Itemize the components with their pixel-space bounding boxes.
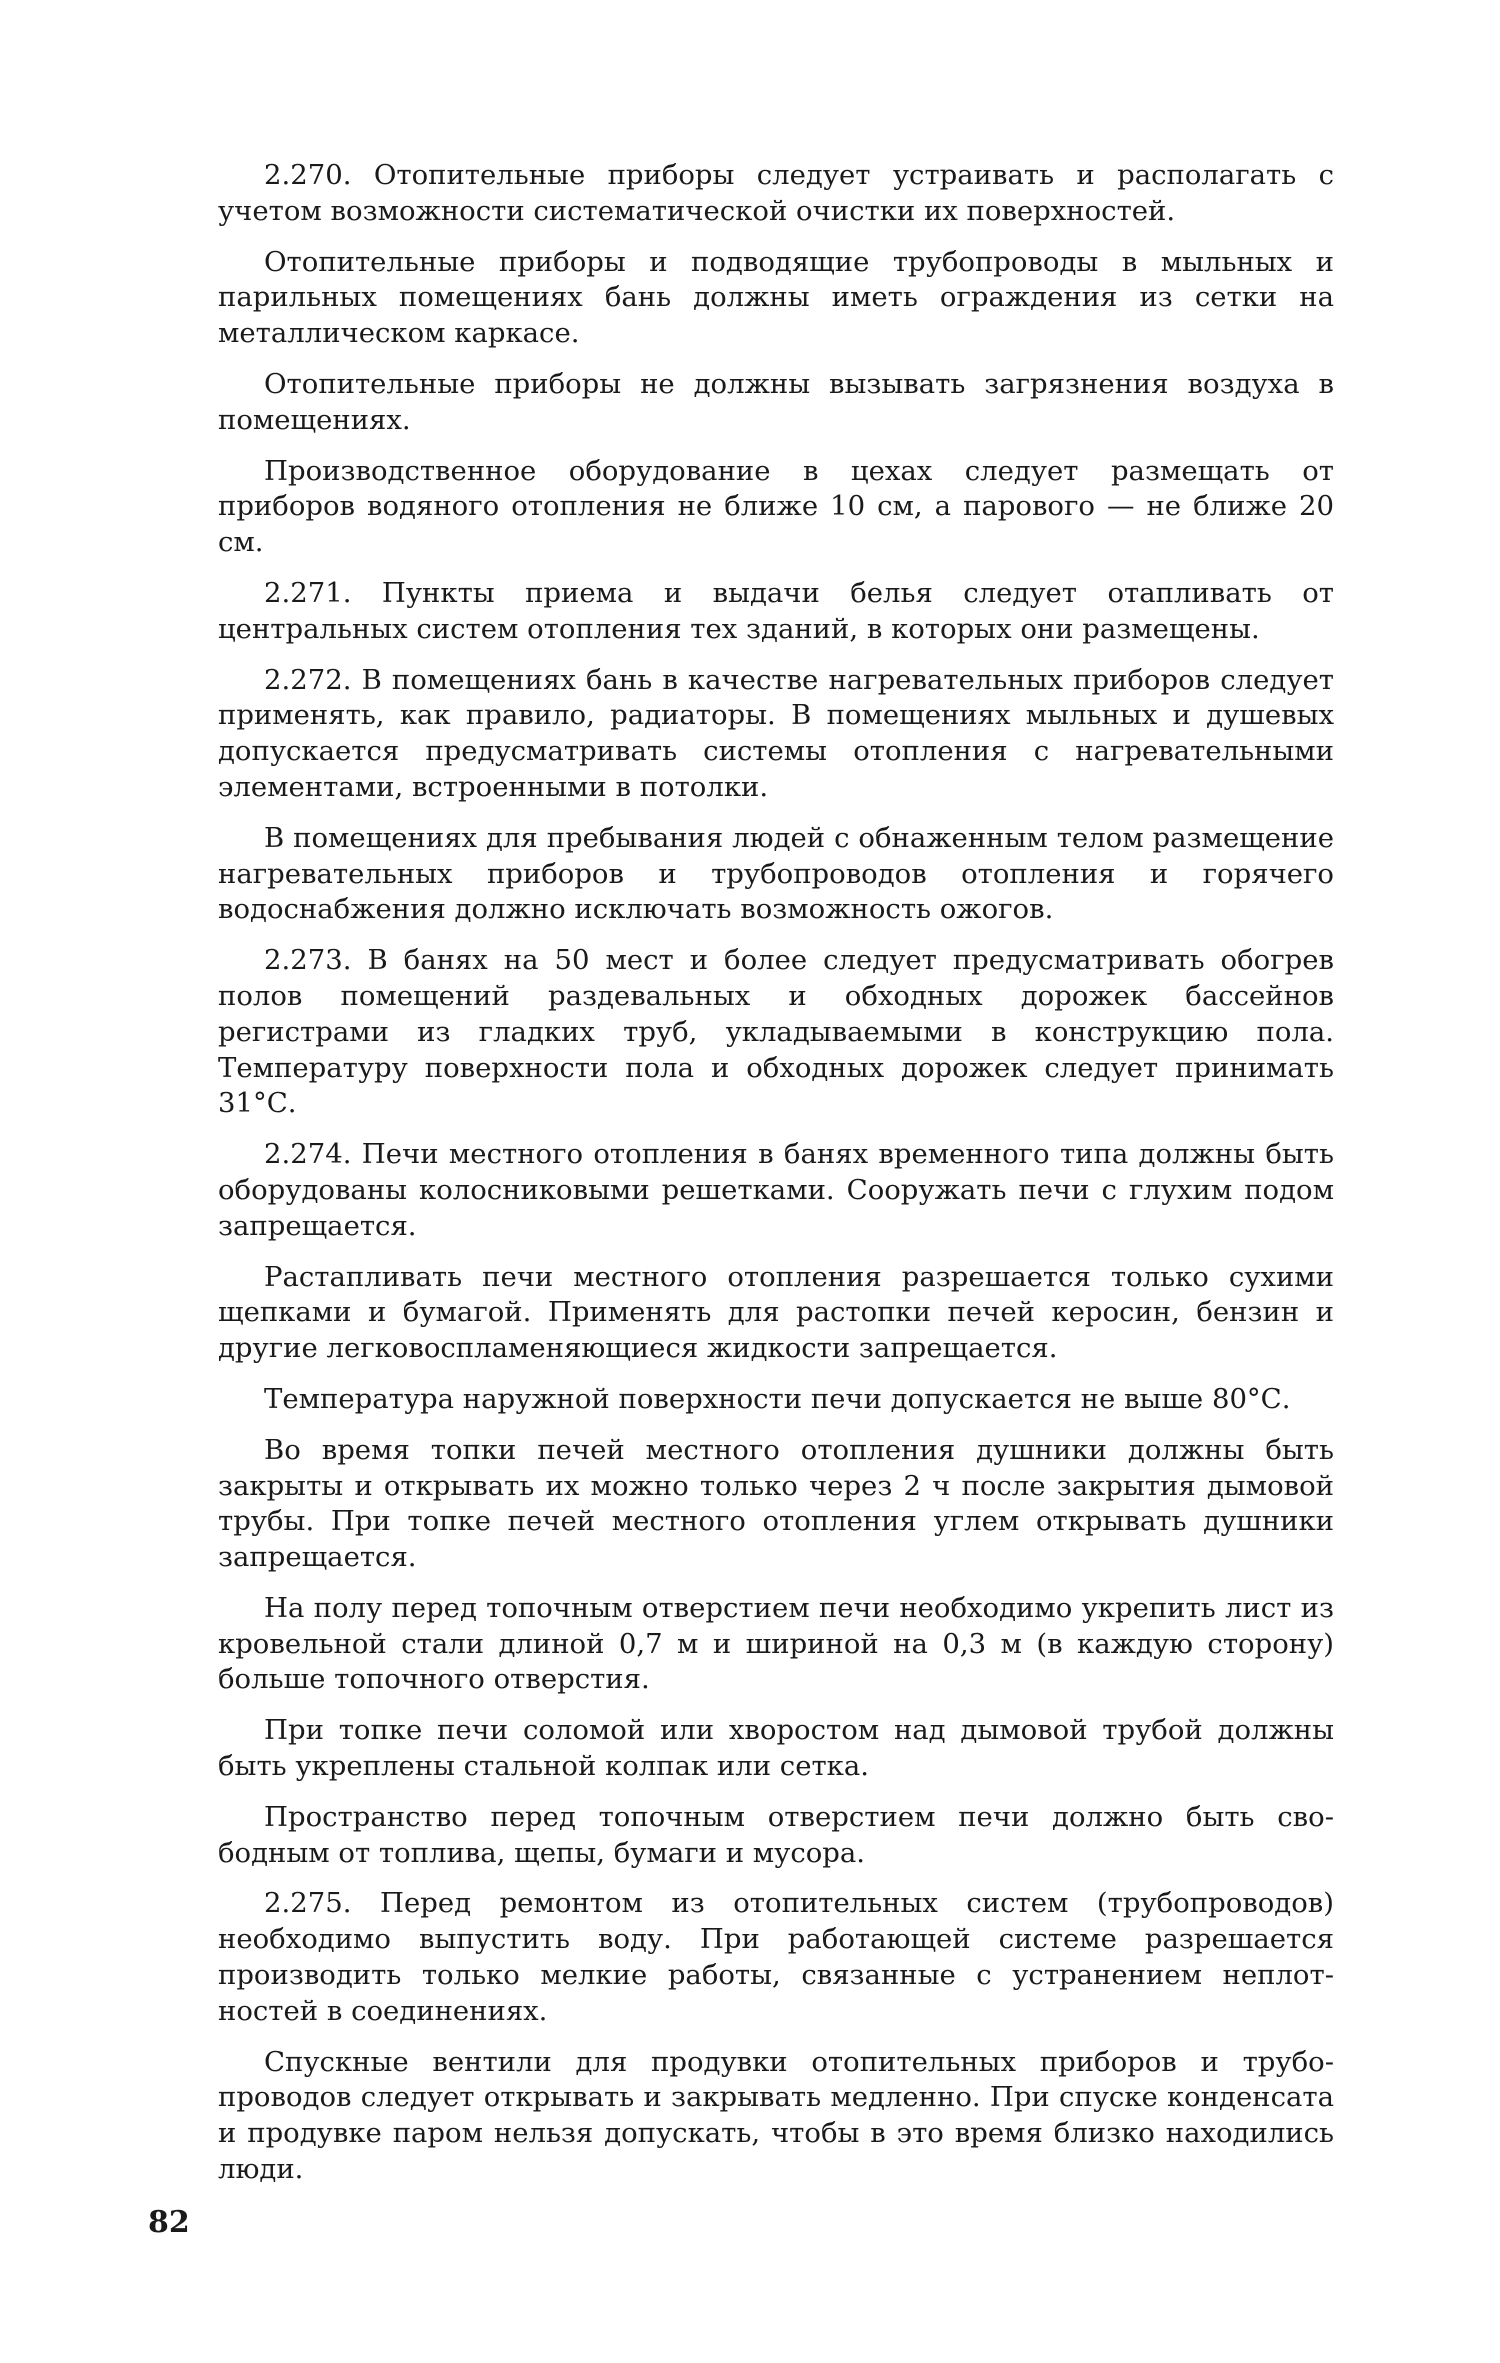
paragraph-2-273: 2.273. В банях на 50 мест и более следует предусматривать обогрев полов помещений раздевальных и обходных дорожек бассейнов регистрами из гладких труб, укладываемыми в конструкцию пола. Температуру поверхности пола и обходных дорожек следует принимать 31°С.	[218, 944, 1334, 1120]
paragraph-2-275: 2.275. Перед ремонтом из отопительных систем (трубопроводов) необходимо выпустить воду. При работающей системе разрешается производить только мелкие работы, связанные с устранением неплотностей в соединениях.	[218, 1887, 1334, 2027]
body-text	[218, 158, 1334, 2203]
paragraph-dampers: Во время топки печей местного отопления душники должны быть закрыты и открывать их можно только через 2 ч после закрытия дымовой трубы. При топке печей местного отопления углем открывать душники запрещается.	[218, 1433, 1334, 1574]
paragraph-2-271: 2.271. Пункты приема и выдачи белья следует отапливать от центральных систем отопления тех зданий, в которых они размещены.	[218, 576, 1334, 645]
paragraph-straw-firing: При топке печи соломой или хворостом над дымовой трубой должны быть укреплены стальной колпак или сетка.	[218, 1714, 1334, 1783]
paragraph-clear-space: Пространство перед топочным отверстием печи должно быть свободным от топлива, щепы, бумаги и мусора.	[218, 1800, 1334, 1869]
paragraph-kindling: Растапливать печи местного отопления разрешается только сухими щепками и бумагой. Применять для растопки печей керосин, бензин и другие легковоспламеняющиеся жидкости запрещается.	[218, 1260, 1334, 1365]
paragraph-surface-temperature: Температура наружной поверхности печи допускается не выше 80°С.	[264, 1382, 1291, 1415]
paragraph-air-pollution: Отопительные приборы не должны вызывать загрязнения воздуха в помещениях.	[218, 367, 1334, 436]
paragraph-burn-prevention: В помещениях для пребывания людей с обнаженным телом размещение нагревательных приборов и трубопроводов отопления и горячего водоснабжения должно исключать возможность ожогов.	[218, 821, 1334, 926]
paragraph-2-270: 2.270. Отопительные приборы следует устраивать и располагать с учетом возможности систематической очистки их поверхностей.	[218, 159, 1334, 227]
paragraph-equipment-distance: Производственное оборудование в цехах следует размещать от приборов водяного отопления не ближе 10 см, а парового — не ближе 20 см.	[218, 454, 1334, 559]
page-number: 82	[148, 2205, 190, 2240]
paragraph-heating-guards: Отопительные приборы и подводящие трубопроводы в мыльных и парильных помещениях бань должны иметь ограждения из сетки на металлическом каркасе.	[218, 245, 1334, 350]
paragraph-steel-sheet: На полу перед топочным отверстием печи необходимо укрепить лист из кровельной стали длиной 0,7 м и шириной на 0,3 м (в каждую сторону) больше топочного отверстия.	[218, 1591, 1334, 1696]
paragraph-2-274: 2.274. Печи местного отопления в банях временного типа должны быть оборудованы колосниковыми решетками. Сооружать печи с глухим подом запрещается.	[218, 1138, 1334, 1242]
paragraph-drain-valves: Спускные вентили для продувки отопительных приборов и трубопроводов следует открывать и закрывать медленно. При спуске конденсата и продувке паром нельзя допускать, чтобы в это время близко находились люди.	[218, 2045, 1334, 2186]
paragraph-2-272: 2.272. В помещениях бань в качестве нагревательных приборов следует применять, как правило, радиаторы. В помещениях мыльных и душевых допускается предусматривать системы отопления с нагревательными элементами, встроенными в потолки.	[218, 663, 1334, 803]
